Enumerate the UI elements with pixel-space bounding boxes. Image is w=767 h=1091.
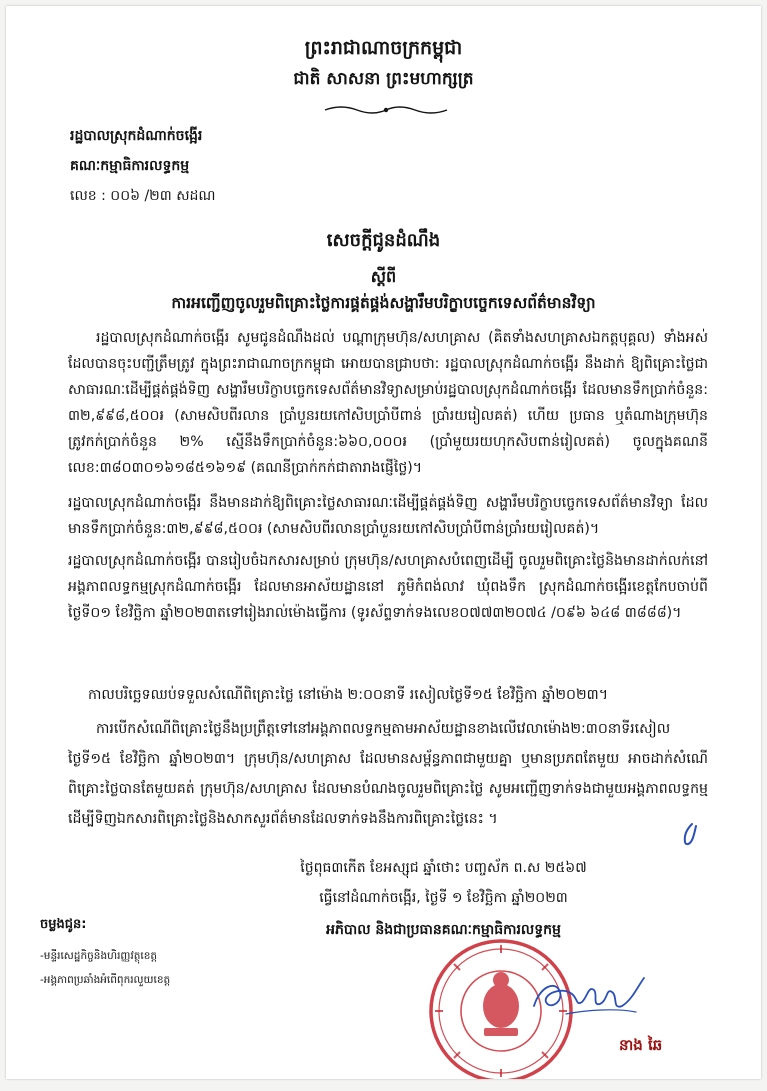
copy-recipient: -អង្គភាពប្រឆាំងអំពើពុករលួយខេត្ត	[40, 974, 171, 986]
notice-subject: ការអញ្ជើញចូលរួមពិគ្រោះថ្លៃការផ្គត់ផ្គង់សង្ហារឹមបរិក្ខាបច្ចេកទេសព័ត៌មានវិទ្យា	[171, 294, 596, 312]
procurement-committee: គណៈកម្មាធិការលទ្ធកម្ម	[70, 158, 190, 174]
notice-about-label: ស្តីពី	[370, 267, 397, 286]
copy-recipient: -មន្ទីរសេដ្ឋកិច្ចនិងហិរញ្ញវត្ថុខេត្ត	[40, 950, 158, 962]
signer-role: អភិបាល និងជាប្រធានគណៈកម្មាធិការលទ្ធកម្ម	[326, 922, 561, 938]
handwritten-mark-icon	[676, 822, 700, 848]
paragraph-opening: ការបើកសំណើពិគ្រោះថ្លៃនឹងប្រព្រឹត្តទៅនៅអង្គភាពលទ្ធកម្មតាមអាស័យដ្ឋានខាងលើវេលាម៉ោង២:៣០នាទីរសៀល ថ្ងៃទី១៥ ខែវិច្ឆិកា ឆ្នាំ២០២៣។ ក្រុមហ៊ុន/សហគ្រាស ដែលមានសម្ព័ន្ធភាពជាមួយគ្នា ឬមានប្រភពតែមួយ អាចដាក់សំណើពិគ្រោះថ្លៃបានតែមួយគត់ ក្រុមហ៊ុន/សហគ្រាស ដែលមានបំណងចូលរួមពិគ្រោះថ្លៃ សូមអញ្ជើញទាក់ទងជាមួយអង្គភាពលទ្ធកម្មដើម្បីទិញឯកសារពិគ្រោះថ្លៃនិងសាកសួរព័ត៌មានដែលទាក់ទងនឹងការពិគ្រោះថ្លៃនេះ ។	[68, 721, 708, 827]
paragraph-announcement: រដ្ឋបាលស្រុកដំណាក់ចង្អើរ សូមជូនដំណឹងដល់ បណ្តាក្រុមហ៊ុន/សហគ្រាស (គិតទាំងសហគ្រាសឯកត្តបុគ្គល) ទាំងអស់ ដែលបានចុះបញ្ជីត្រឹមត្រូវ ក្នុងព្រះរាជាណាចក្រកម្ពុជា អោយបានជ្រាបថា: រដ្ឋបាលស្រុកដំណាក់ចង្អើរ នឹងដាក់ ឱ្យពិគ្រោះថ្លៃជាសាធារណៈដើម្បីផ្គត់ផ្គង់ទិញ សង្ហារឹមបរិក្ខាបច្ចេកទេសព័ត៌មានវិទ្យាសម្រាប់រដ្ឋបាលស្រុកដំណាក់ចង្អើរ ដែលមានទឹកប្រាក់ចំនួន: ៣២,៩៩៨,៥០០៛ (សាមសិបពីរលាន ប្រាំបួនរយកៅសិបប្រាំបីពាន់ ប្រាំរយរៀលគត់) ហើយ ប្រធាន ឬតំណាងក្រុមហ៊ុនត្រូវកក់ប្រាក់ចំនួន ២% ស្មើនឹងទឹកប្រាក់ចំនួន:៦៦០,០០០៛ (ប្រាំមួយរយហុកសិបពាន់រៀលគត់) ចូលក្នុងគណនី លេខ:៣៨០៣០១៦១៨៥១៦១៩ (គណនីប្រាក់កក់ជាតារាងផ្ញើថ្លៃ)។	[68, 330, 708, 476]
paragraph-deadline: កាលបរិច្ឆេទឈប់ទទួលសំណើពិគ្រោះថ្លៃ នៅម៉ោង ២:០០នាទី រសៀលថ្ងៃទី១៥ ខែវិច្ឆិកា ឆ្នាំ២០២៣។	[88, 687, 609, 703]
paragraph-documents: រដ្ឋបាលស្រុកដំណាក់ចង្អើរ បានរៀបចំឯកសារសម្រាប់ ក្រុមហ៊ុន/សហគ្រាសបំពេញដើម្បី ចូលរួមពិគ្រោះថ្លៃនិងមានដាក់លក់នៅអង្គភាពលទ្ធកម្មស្រុកដំណាក់ចង្អើរ ដែលមានអាស័យដ្ឋាននៅ ភូមិកំពង់លាវ ឃុំពងទឹក ស្រុកដំណាក់ចង្អើរខេត្តកែបចាប់ពីថ្ងៃទី០១ ខែវិច្ឆិកា ឆ្នាំ២០២៣តទៅរៀងរាល់ម៉ោងធ្វើការ (ទូរស័ព្ទទាក់ទងលេខ០៧៧៣២០៧៤ /០៩៦ ៦៤៨ ៣៨៨៨)។	[68, 553, 708, 621]
issuing-administration: រដ្ឋបាលស្រុកដំណាក់ចង្អើរ	[70, 128, 203, 144]
national-motto: ជាតិ សាសនា ព្រះមហាក្សត្រ	[293, 69, 474, 89]
paragraph-tender: រដ្ឋបាលស្រុកដំណាក់ចង្អើរ នឹងមានដាក់ឱ្យពិគ្រោះថ្លៃសាធារណៈដើម្បីផ្គត់ផ្គង់ទិញ សង្ហារឹមបរិក្ខាបច្ចេកទេសព័ត៌មានវិទ្យា ដែលមានទឹកប្រាក់ចំនួន:៣២,៩៩៨,៥០០៛ (សាមសិបពីរលានប្រាំបួនរយកៅសិបប្រាំបីពាន់ប្រាំរយរៀលគត់)។	[68, 495, 708, 537]
ornament-divider	[321, 104, 451, 116]
place-and-date: ធ្វើនៅដំណាក់ចង្អើរ, ថ្ងៃទី ១ ខែវិច្ឆិកា ឆ្នាំ២០២៣	[319, 890, 568, 906]
reference-number: លេខ : ០០៦ /២៣ សដណ	[70, 188, 216, 204]
lunar-date: ថ្ងៃពុធ៣កើត ខែអស្សុជ ឆ្នាំថោះ បញ្ចស័ក ព.ស ២៥៦៧	[300, 860, 587, 876]
document-page	[6, 6, 761, 1079]
kingdom-header: ព្រះរាជាណាចក្រកម្ពុជា	[304, 37, 463, 59]
signer-name: នាង ឆៃ	[619, 1036, 663, 1054]
notice-title: សេចក្តីជូនដំណឹង	[326, 230, 441, 251]
copy-to-label: ចម្លងជូន:	[40, 917, 87, 932]
handwritten-signature	[526, 966, 656, 1026]
